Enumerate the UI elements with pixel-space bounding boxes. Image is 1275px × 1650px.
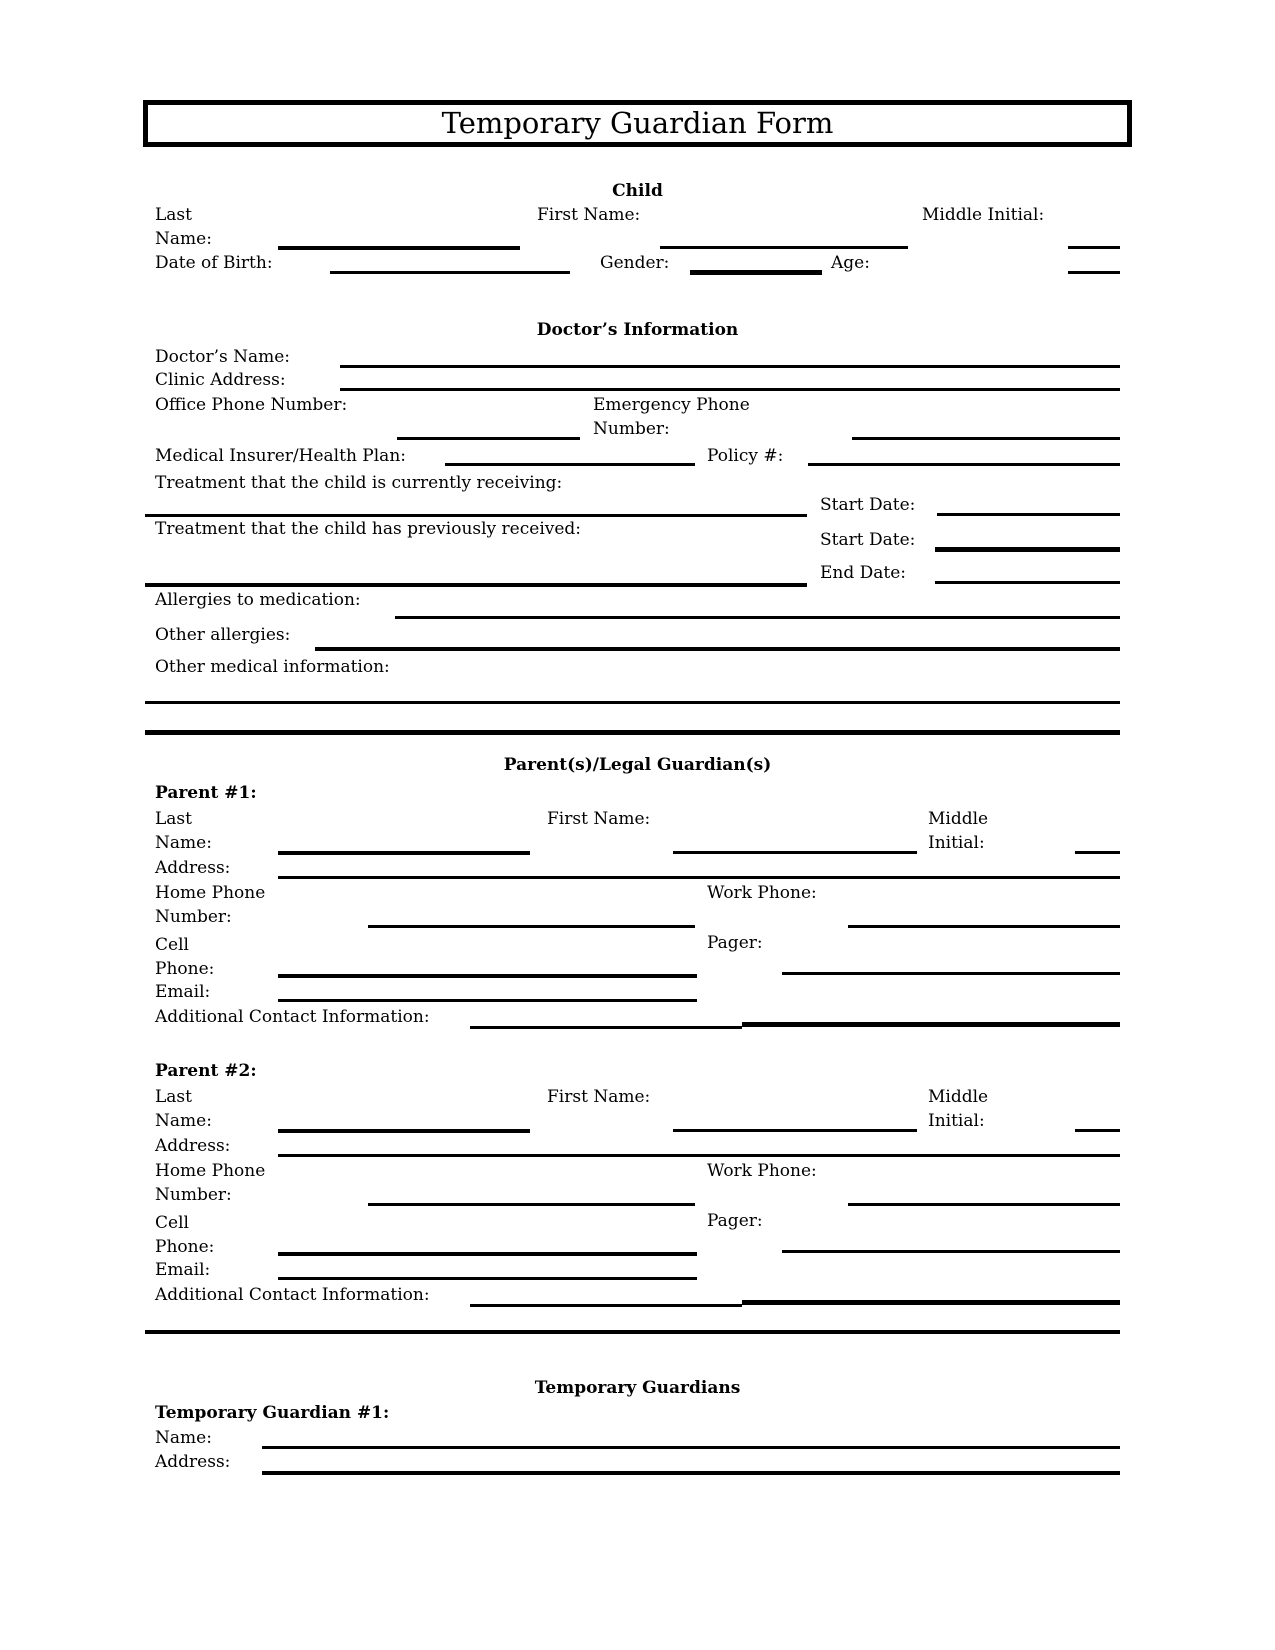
other-medical-label: Other medical information: (155, 657, 390, 677)
previous-end-date-field[interactable] (935, 581, 1120, 584)
parent1-home-phone-label: Home Phone Number: (155, 883, 266, 927)
guardian1-name-field[interactable] (262, 1446, 1120, 1449)
parent2-first-name-label: First Name: (547, 1087, 651, 1107)
parent1-work-phone-field[interactable] (848, 925, 1120, 928)
doctor-name-field[interactable] (340, 365, 1120, 368)
parent2-middle-initial-field[interactable] (1075, 1129, 1120, 1132)
parent2-additional-field[interactable] (470, 1304, 742, 1307)
previous-start-date-label: Start Date: (820, 530, 916, 550)
current-start-date-field[interactable] (937, 513, 1120, 516)
parent2-email-label: Email: (155, 1260, 211, 1280)
allergies-medication-field[interactable] (395, 616, 1120, 619)
parent1-last-name-field[interactable] (278, 851, 530, 855)
current-start-date-label: Start Date: (820, 495, 916, 515)
child-dob-field[interactable] (330, 271, 570, 274)
child-last-name-field[interactable] (278, 246, 520, 250)
child-age-field[interactable] (1068, 271, 1120, 274)
parent1-email-label: Email: (155, 982, 211, 1002)
previous-treatment-field[interactable] (145, 583, 807, 587)
parent1-last-name-label: Last Name: (155, 809, 212, 853)
other-allergies-label: Other allergies: (155, 625, 291, 645)
guardian1-name-label: Name: (155, 1428, 212, 1448)
child-age-label: Age: (831, 253, 870, 273)
previous-start-date-field[interactable] (935, 547, 1120, 552)
parent1-email-field[interactable] (278, 999, 697, 1002)
child-last-name-label: Last Name: (155, 205, 212, 249)
other-allergies-field[interactable] (315, 647, 1120, 651)
child-gender-field[interactable] (690, 270, 822, 275)
doctor-section-heading: Doctor’s Information (536, 320, 739, 340)
parent2-home-phone-field[interactable] (368, 1203, 695, 1206)
parent2-email-field[interactable] (278, 1277, 697, 1280)
child-first-name-field[interactable] (660, 246, 908, 249)
parent1-heading: Parent #1: (155, 783, 257, 803)
allergies-medication-label: Allergies to medication: (155, 590, 361, 610)
parent2-middle-initial-label: Middle Initial: (928, 1087, 989, 1131)
doctor-name-label: Doctor’s Name: (155, 347, 291, 367)
parent1-home-phone-field[interactable] (368, 925, 695, 928)
parent1-pager-field[interactable] (782, 972, 1120, 975)
child-middle-initial-field[interactable] (1068, 246, 1120, 249)
other-medical-field-line1[interactable] (145, 701, 1120, 704)
parent1-pager-label: Pager: (707, 933, 763, 953)
parent1-cell-phone-label: Cell Phone: (155, 935, 215, 979)
parent2-pager-label: Pager: (707, 1211, 763, 1231)
office-phone-field[interactable] (397, 437, 580, 440)
child-dob-label: Date of Birth: (155, 253, 273, 273)
emergency-phone-field[interactable] (852, 437, 1120, 440)
form-title-box (143, 100, 1132, 147)
previous-end-date-label: End Date: (820, 563, 907, 583)
parent2-home-phone-label: Home Phone Number: (155, 1161, 266, 1205)
parent2-cell-phone-field[interactable] (278, 1252, 697, 1256)
parent2-work-phone-field[interactable] (848, 1203, 1120, 1206)
parent2-work-phone-label: Work Phone: (707, 1161, 817, 1181)
parent2-cell-phone-label: Cell Phone: (155, 1213, 215, 1257)
parent2-address-field[interactable] (278, 1154, 1120, 1157)
form-title: Temporary Guardian Form (441, 106, 834, 140)
parent2-heading: Parent #2: (155, 1061, 257, 1081)
policy-label: Policy #: (707, 446, 784, 466)
parent1-additional-field[interactable] (470, 1026, 742, 1029)
doctor-section-divider (145, 730, 1120, 735)
insurer-label: Medical Insurer/Health Plan: (155, 446, 406, 466)
parent1-address-label: Address: (155, 858, 231, 878)
parent2-address-label: Address: (155, 1136, 231, 1156)
previous-treatment-label: Treatment that the child has previously received: (155, 519, 582, 539)
clinic-address-label: Clinic Address: (155, 370, 286, 390)
parent1-middle-initial-label: Middle Initial: (928, 809, 989, 853)
guardian1-address-label: Address: (155, 1452, 231, 1472)
guardian1-address-field[interactable] (262, 1471, 1120, 1475)
child-first-name-label: First Name: (537, 205, 641, 225)
parent1-additional-field-right[interactable] (742, 1022, 1120, 1027)
parent2-first-name-field[interactable] (673, 1129, 917, 1132)
clinic-address-field[interactable] (340, 388, 1120, 391)
emergency-phone-label: Emergency Phone Number: (593, 395, 750, 439)
parent2-additional-label: Additional Contact Information: (155, 1285, 430, 1305)
child-section-heading: Child (612, 181, 663, 201)
parent2-additional-field-right[interactable] (742, 1300, 1120, 1305)
guardians-section-heading: Temporary Guardians (534, 1378, 741, 1398)
policy-field[interactable] (808, 463, 1120, 466)
current-treatment-label: Treatment that the child is currently receiving: (155, 473, 563, 493)
parent2-pager-field[interactable] (782, 1250, 1120, 1253)
insurer-field[interactable] (445, 463, 695, 466)
office-phone-label: Office Phone Number: (155, 395, 348, 415)
parent1-cell-phone-field[interactable] (278, 974, 697, 978)
parent1-first-name-field[interactable] (673, 851, 917, 854)
parent1-address-field[interactable] (278, 876, 1120, 879)
parent2-last-name-label: Last Name: (155, 1087, 212, 1131)
parent1-additional-label: Additional Contact Information: (155, 1007, 430, 1027)
child-middle-initial-label: Middle Initial: (922, 205, 1045, 225)
child-gender-label: Gender: (600, 253, 670, 273)
guardian1-heading: Temporary Guardian #1: (155, 1403, 390, 1423)
parent2-last-name-field[interactable] (278, 1129, 530, 1133)
parents-section-heading: Parent(s)/Legal Guardian(s) (503, 755, 772, 775)
parent1-work-phone-label: Work Phone: (707, 883, 817, 903)
parents-section-divider (145, 1330, 1120, 1334)
parent1-first-name-label: First Name: (547, 809, 651, 829)
parent1-middle-initial-field[interactable] (1075, 851, 1120, 854)
